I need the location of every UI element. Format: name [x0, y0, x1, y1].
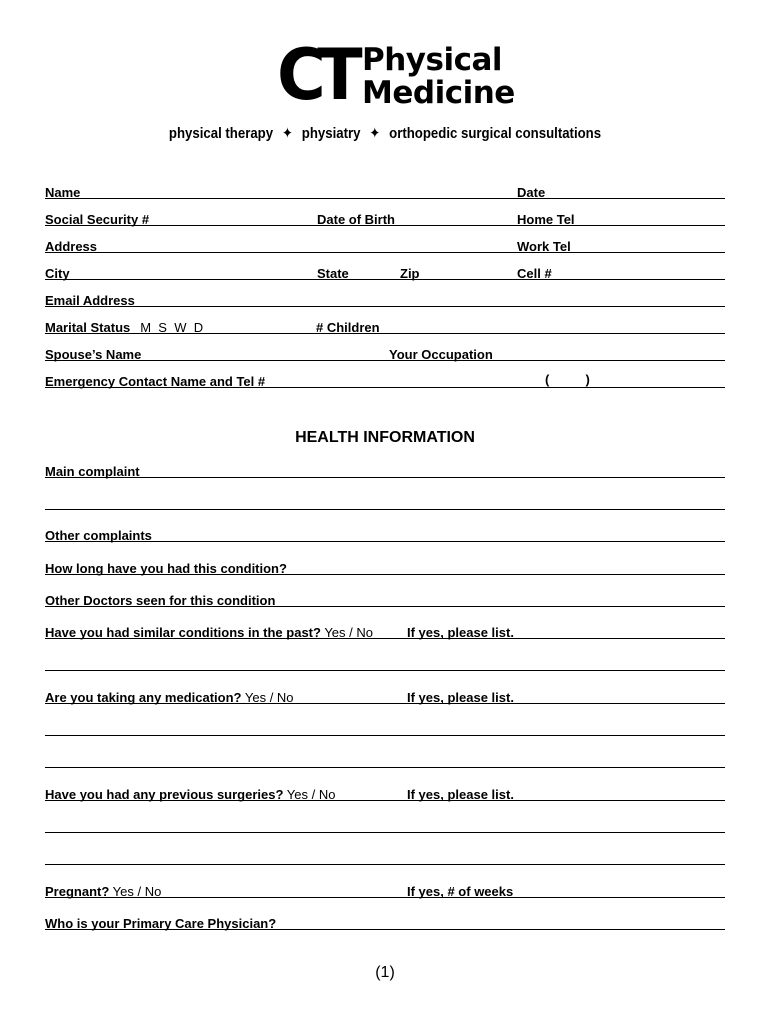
ssn-field-line[interactable]: [45, 225, 725, 226]
how-long-label: How long have you had this condition?: [45, 561, 287, 576]
tagline-separator: ✦: [369, 125, 381, 142]
tagline-physiatry: physiatry: [301, 125, 361, 142]
similar-yes-no[interactable]: Yes / No: [320, 625, 373, 640]
tagline-orthopedic: orthopedic surgical consultations: [389, 125, 602, 142]
surgeries-line[interactable]: [45, 800, 725, 801]
other-complaints-label: Other complaints: [45, 528, 152, 543]
email-label: Email Address: [45, 293, 135, 308]
medication-if-yes-label: If yes, please list.: [407, 690, 514, 705]
tagline-separator: ✦: [281, 125, 293, 142]
pregnant-label: Pregnant? Yes / No: [45, 884, 162, 899]
spouse-field-line[interactable]: [45, 360, 725, 361]
pcp-line[interactable]: [45, 929, 725, 930]
tagline: [46, 124, 724, 142]
page-number: (1): [375, 964, 395, 981]
medication-yes-no[interactable]: Yes / No: [241, 690, 294, 705]
main-complaint-line[interactable]: [45, 477, 725, 478]
zip-label: Zip: [400, 266, 420, 281]
home-tel-label: Home Tel: [517, 212, 575, 227]
health-information-title: HEALTH INFORMATION: [295, 429, 475, 446]
surgeries-yes-no[interactable]: Yes / No: [283, 787, 336, 802]
children-label: # Children: [316, 320, 380, 335]
logo-word-medicine: Medicine: [362, 75, 515, 111]
occupation-label: Your Occupation: [389, 347, 493, 362]
city-field-line[interactable]: [45, 279, 725, 280]
marital-options[interactable]: M S W D: [140, 320, 204, 335]
similar-conditions-label: Have you had similar conditions in the past? Yes / No: [45, 625, 373, 640]
main-complaint-label: Main complaint: [45, 464, 140, 479]
main-complaint-line-2[interactable]: [45, 509, 725, 510]
medication-line-3[interactable]: [45, 767, 725, 768]
surgeries-line-2[interactable]: [45, 832, 725, 833]
cell-label: Cell #: [517, 266, 552, 281]
emergency-label: Emergency Contact Name and Tel #: [45, 374, 266, 389]
other-complaints-line[interactable]: [45, 541, 725, 542]
email-field-line[interactable]: [45, 306, 725, 307]
dob-label: Date of Birth: [317, 212, 395, 227]
date-label: Date: [517, 185, 546, 200]
other-doctors-line[interactable]: [45, 606, 725, 607]
emergency-phone-parens: ( ): [545, 372, 590, 387]
emergency-field-line[interactable]: [45, 387, 725, 388]
other-doctors-label: Other Doctors seen for this condition: [45, 593, 276, 608]
medication-label: Are you taking any medication? Yes / No: [45, 690, 294, 705]
medication-line[interactable]: [45, 703, 725, 704]
spouse-label: Spouse’s Name: [45, 347, 142, 362]
name-field-line[interactable]: [45, 198, 725, 199]
surgeries-if-yes-label: If yes, please list.: [407, 787, 514, 802]
pregnant-yes-no[interactable]: Yes / No: [109, 884, 162, 899]
similar-if-yes-label: If yes, please list.: [407, 625, 514, 640]
medication-line-2[interactable]: [45, 735, 725, 736]
similar-conditions-line[interactable]: [45, 638, 725, 639]
city-label: City: [45, 266, 70, 281]
logo-word-physical: Physical: [362, 42, 502, 78]
address-field-line[interactable]: [45, 252, 725, 253]
name-label: Name: [45, 185, 81, 200]
tagline-physical-therapy: physical therapy: [168, 125, 274, 142]
address-label: Address: [45, 239, 98, 254]
state-label: State: [317, 266, 349, 281]
pregnant-line[interactable]: [45, 897, 725, 898]
pcp-label: Who is your Primary Care Physician?: [45, 916, 277, 931]
marital-status-label: Marital Status M S W D: [45, 320, 204, 335]
weeks-label: If yes, # of weeks: [407, 884, 514, 899]
logo-mark: CT: [277, 34, 355, 116]
work-tel-label: Work Tel: [517, 239, 571, 254]
how-long-line[interactable]: [45, 574, 725, 575]
surgeries-label: Have you had any previous surgeries? Yes / No: [45, 787, 336, 802]
surgeries-line-3[interactable]: [45, 864, 725, 865]
similar-conditions-line-2[interactable]: [45, 670, 725, 671]
marital-field-line[interactable]: [45, 333, 725, 334]
ssn-label: Social Security #: [45, 212, 150, 227]
